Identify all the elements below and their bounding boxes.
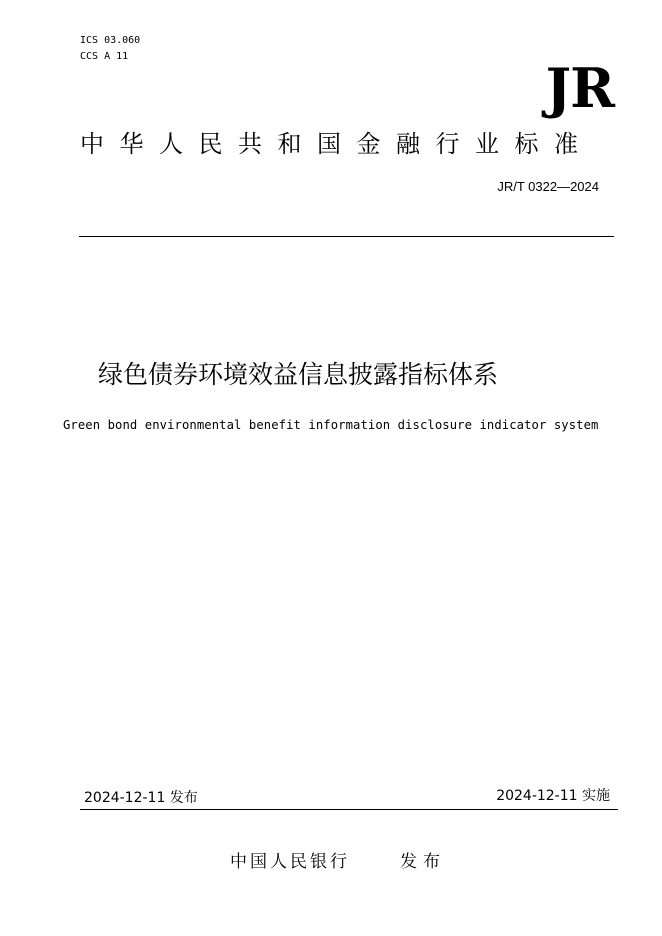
issue-date: 2024-12-11 发布 [84, 790, 198, 806]
footer-divider [80, 809, 618, 810]
standard-category-title: 中华人民共和国金融行业标准 [80, 130, 594, 158]
ics-code: ICS 03.060 [80, 35, 141, 46]
implementation-date: 2024-12-11 实施 [496, 788, 610, 804]
document-title: 绿色债券环境效益信息披露指标体系 [98, 360, 499, 389]
classification-codes [80, 33, 140, 65]
header-divider [79, 236, 614, 237]
ccs-code: CCS A 11 [80, 51, 129, 62]
standard-number: JR/T 0322—2024 [497, 179, 599, 194]
document-english-title: Green bond environmental benefit information disclosure indicator system [63, 418, 599, 432]
issuing-authority: 中国人民银行 [230, 852, 350, 872]
jr-logo: JR [545, 56, 614, 120]
issuing-action: 发布 [400, 852, 446, 872]
